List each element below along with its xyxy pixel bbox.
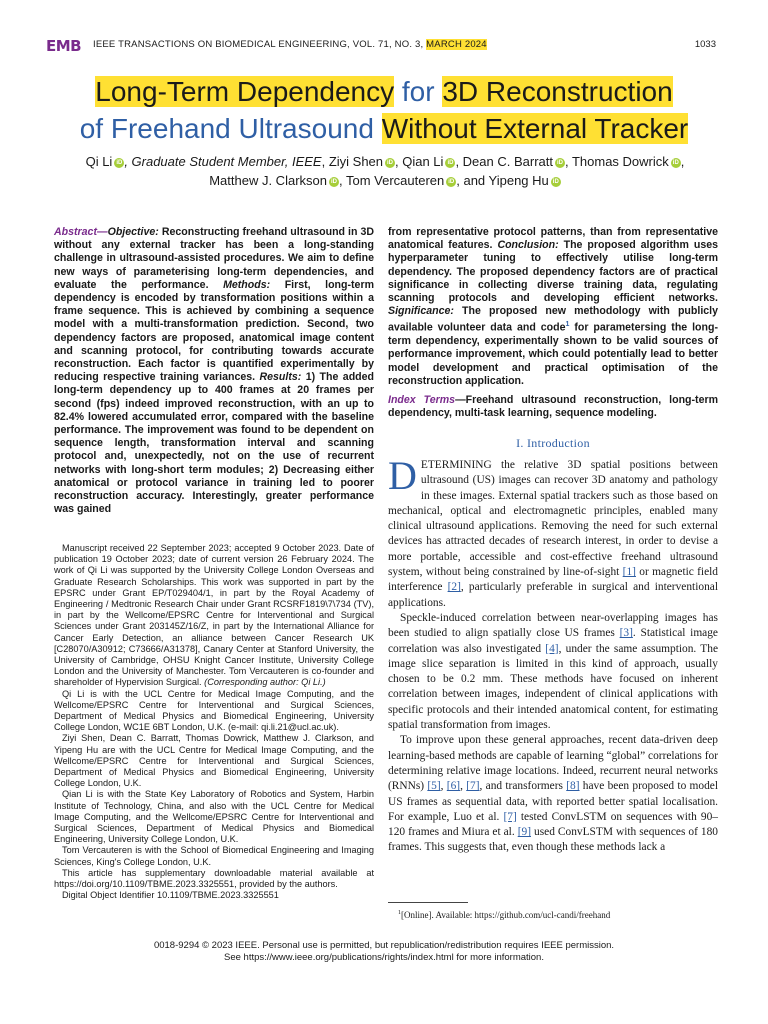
significance-text-end: for parametersing the long-term dependency, experimentally shown to be valid sources of performance improvement, which could potentially lead to better model development and practical optimisation of the reconstruction application. bbox=[388, 321, 718, 387]
copyright-notice bbox=[40, 940, 728, 964]
author-name: Qi Li bbox=[85, 154, 113, 169]
significance-text: The proposed new methodology with publicly available volunteer data and code bbox=[388, 305, 718, 334]
footnote-mark[interactable]: 1 bbox=[565, 321, 570, 329]
intro-text: , and transformers bbox=[479, 780, 567, 793]
running-header bbox=[46, 38, 716, 56]
intro-text: , bbox=[440, 780, 447, 793]
intro-text: have been proposed to model US frames as sequential data, with reported better spatial localisation. For example, Luo et al. bbox=[388, 780, 719, 823]
note-paragraph bbox=[54, 543, 374, 689]
citation-link[interactable]: [5] bbox=[427, 780, 441, 793]
author-name: , Ziyi Shen bbox=[321, 154, 384, 169]
title-part: Long-Term Dependency bbox=[95, 76, 395, 107]
abstract-right bbox=[388, 226, 718, 388]
emb-logo: EMB bbox=[46, 37, 82, 55]
intro-text: used ConvLSTM with sequences of 180 frames. This suggests that, even though these methods lack a bbox=[388, 826, 718, 854]
author-name: , Dean C. Barratt bbox=[455, 154, 553, 169]
footnote-number: 1 bbox=[398, 910, 401, 916]
orcid-icon[interactable]: iD bbox=[116, 160, 123, 166]
note-paragraph: Ziyi Shen, Dean C. Barratt, Thomas Dowrick, Matthew J. Clarkson, and Yipeng Hu are with the UCL Centre for Medical Image Computing, and the Wellcome/EPSRC Centre for Interventional and Surgical Sciences, Department of Medical Physics and Biomedical Engineering, University College London, U.K. bbox=[54, 733, 374, 789]
note-paragraph: Tom Vercauteren is with the School of Biomedical Engineering and Imaging Sciences, King's College London, U.K. bbox=[54, 845, 374, 867]
note-text: Manuscript received 22 September 2023; accepted 9 October 2023. Date of publication 19 October 2023; date of current version 26 February 2024. The work of Qi Li was supported by the University College London Overseas and Graduate Research Scholarships. This work was supported in part by the EPSRC under Grant EP/T029404/1, in part by the Royal Academy of Engineering / Medtronic Research Chair under Grant RCSRF1819\7\734 (TV), in part by the Wellcome/EPSRC Centre for Interventional and Surgical Sciences under Grant 203145Z/16/Z, in part by the International Alliance for Cancer Early Detection, an alliance between Cancer Research UK [C28070/A30912; C73666/A31378], Canary Center at Stanford University, the University of Cambridge, OHSU Knight Cancer Institute, University College London and the University of Manchester. Tom Vercauteren is co-founder and shareholder of Hypervision Surgical. bbox=[54, 543, 374, 688]
citation-link[interactable]: [8] bbox=[566, 780, 580, 793]
footnote-divider bbox=[388, 902, 468, 903]
significance-label: Significance: bbox=[388, 305, 454, 318]
corresponding-author: (Corresponding author: Qi Li.) bbox=[204, 677, 326, 688]
citation-link[interactable]: [4] bbox=[545, 642, 559, 655]
index-terms: Index Terms—Freehand ultrasound reconstruction, long-term dependency, multi-task learning, sequence modeling. bbox=[388, 394, 718, 420]
abstract-label: Abstract bbox=[54, 226, 97, 238]
title-part: Without External Tracker bbox=[381, 113, 689, 144]
manuscript-notes bbox=[54, 543, 374, 902]
note-paragraph: Qian Li is with the State Key Laboratory of Robotics and System, Harbin Institute of Technology, China, and also with the UCL Centre for Medical Image Computing, and the Wellcome/EPSRC Centre for Interventional and Surgical Sciences, Department of Medical Physics and Biomedical Engineering, University College London, U.K. bbox=[54, 789, 374, 845]
intro-paragraph bbox=[388, 733, 718, 855]
orcid-icon[interactable]: iD bbox=[330, 179, 337, 185]
intro-text: the relative 3D spatial positions between ultrasound (US) images can recover 3D anatomy and pathology in these images. External spatial trackers such as those based on mechanical, optical and electromagnetic principles, enabled many clinical ultrasound applications. Removing the need for such external devices has attracted decades of research interest, in order to devise a more portable, accessible and cost-effective freehand ultrasound system, without being constrained by line-of-sight bbox=[388, 459, 718, 579]
orcid-icon[interactable]: iD bbox=[448, 179, 455, 185]
title-part: for bbox=[394, 76, 443, 107]
author-name: , and Yipeng Hu bbox=[456, 173, 549, 188]
citation-link[interactable]: [7] bbox=[466, 780, 480, 793]
intro-text: To improve upon these general approaches, recent data-driven deep learning-based methods are capable of learning “global” correlations for determining relative image locations. Indeed, recurrent neural networks (RNNs) bbox=[388, 734, 718, 793]
author-role: , Graduate Student Member, IEEE bbox=[124, 154, 322, 169]
intro-text: . Statistical image correlation was also investigated bbox=[388, 627, 718, 655]
author-name: Matthew J. Clarkson bbox=[209, 173, 327, 188]
objective-label: Objective: bbox=[107, 226, 159, 238]
issue-date: MARCH 2024 bbox=[426, 39, 487, 50]
journal-name: IEEE TRANSACTIONS ON BIOMEDICAL ENGINEERING, VOL. 71, NO. 3, bbox=[93, 39, 427, 50]
journal-citation bbox=[93, 39, 487, 50]
citation-link[interactable]: [1] bbox=[622, 566, 636, 579]
page-number: 1033 bbox=[694, 39, 716, 50]
intro-text: , particularly preferable in surgical and interventional applications. bbox=[388, 581, 718, 609]
lead-word: ETERMINING bbox=[420, 459, 492, 471]
author-name: , Qian Li bbox=[395, 154, 444, 169]
results-label: Results: bbox=[259, 371, 302, 384]
copyright-line: 0018-9294 © 2023 IEEE. Personal use is permitted, but republication/redistribution requires IEEE permission. bbox=[153, 940, 615, 951]
rights-link[interactable]: See https://www.ieee.org/publications/rights/index.html for more information. bbox=[224, 952, 544, 963]
intro-text: Speckle-induced correlation between near-overlapping images has been studied to align spatially close US frames bbox=[388, 611, 718, 640]
orcid-icon[interactable]: iD bbox=[672, 160, 679, 166]
citation-link[interactable]: [3] bbox=[619, 627, 633, 640]
title-part: 3D Reconstruction bbox=[442, 76, 673, 107]
orcid-icon[interactable]: iD bbox=[552, 179, 559, 185]
citation-link[interactable]: [6] bbox=[446, 780, 461, 793]
methods-label: Methods: bbox=[223, 278, 271, 291]
orcid-icon[interactable]: iD bbox=[556, 160, 563, 166]
intro-paragraph bbox=[388, 453, 719, 611]
conclusion-label: Conclusion: bbox=[497, 239, 559, 252]
index-terms-text: Freehand ultrasound reconstruction, long-term dependency, multi-task learning, sequence modeling. bbox=[388, 394, 718, 420]
citation-link[interactable]: [7] bbox=[503, 810, 517, 823]
orcid-icon[interactable]: iD bbox=[447, 160, 454, 166]
footnote-text[interactable]: [Online]. Available: https://github.com/ucl-candi/freehand bbox=[401, 910, 611, 920]
author-name: , Thomas Dowrick bbox=[564, 154, 669, 169]
abstract-continued: from representative protocol patterns, than from representative anatomical features. bbox=[388, 226, 718, 252]
citation-link[interactable]: [2] bbox=[447, 581, 461, 594]
doi-line: Digital Object Identifier 10.1109/TBME.2023.3325551 bbox=[62, 890, 279, 901]
title-part: of Freehand Ultrasound bbox=[79, 113, 382, 144]
note-paragraph: This article has supplementary downloadable material available at https://doi.org/10.1109/TBME.2023.3325551, provided by the authors. bbox=[54, 867, 374, 890]
footnote bbox=[398, 910, 718, 920]
drop-cap: D bbox=[388, 453, 417, 498]
citation-link[interactable]: [9] bbox=[517, 826, 531, 839]
orcid-icon[interactable]: iD bbox=[387, 160, 394, 166]
intro-text: tested ConvLSTM on sequences with 90–120 frames and Miura et al. bbox=[388, 810, 718, 839]
intro-text: or magnetic field interference bbox=[388, 566, 719, 594]
paper-title bbox=[30, 73, 738, 147]
conclusion-text: The proposed algorithm uses hyperparameter tuning to effectively utilise long-term dependency. The proposed dependency factors are of practical significance in collecting diverse training data, regulating scanning protocols and developing efficient networks. bbox=[388, 239, 719, 305]
abstract-left: Abstract—Objective: Reconstructing freehand ultrasound in 3D without any external tracker has been a long-standing challenge in ultrasound-assisted procedures. We aim to define new ways of parameterising long-term dependencies, and evaluate the performance. Methods: First, long-term dependency is encoded by transformation positions within a frame sequence. This is achieved by combining a sequence model with a multi-transformation prediction. Second, two dependency factors are proposed, anatomical image content and scanning protocol, for contributing towards accurate reconstruction. Each factor is quantified experimentally by reducing respective training variances. Results: 1) The added long-term dependency up to 400 frames at 20 frames per second (fps) indeed improved reconstruction, with an up to 82.4% lowered accumulated error, compared with the baseline performance. The improvement was found to be dependent on sequence length, transformation interval and scanning protocol and, unexpectedly, not on the use of recurrent networks with long-short term modules; 2) Decreasing either anatomical or protocol variance in training led to poorer reconstruction accuracy. Interestingly, greater performance was gained bbox=[54, 226, 374, 516]
methods-text: First, long-term dependency is encoded by transformation positions within a frame sequence. This is achieved by combining a sequence model with a multi-transformation prediction. Second, two dependency factors are proposed, anatomical image content and scanning protocol, for contributing towards accurate reconstruction. Each factor is quantified experimentally by reducing respective training variances. bbox=[54, 278, 374, 384]
note-paragraph: Qi Li is with the UCL Centre for Medical Image Computing, and the Wellcome/EPSRC Centre for Interventional and Surgical Sciences, Department of Medical Physics and Biomedical Engineering, University College London, WC1E 6BT London, U.K. (e-mail: qi.li.21@ucl.ac.uk). bbox=[54, 688, 374, 733]
results-text: 1) The added long-term dependency up to 400 frames at 20 frames per second (fps) indeed improved reconstruction, with an up to 82.4% lowered accumulated error, compared with the baseline performance. The improvement was found to be dependent on sequence length, transformation interval and scanning protocol and, unexpectedly, not on the use of recurrent networks with long-short term modules; 2) Decreasing either anatomical or protocol variance in training led to poorer reconstruction accuracy. Interestingly, greater performance was gained bbox=[54, 371, 374, 516]
author-name: , Tom Vercauteren bbox=[338, 173, 445, 188]
intro-paragraph bbox=[388, 611, 718, 733]
intro-text: , bbox=[460, 780, 467, 793]
author-list: Qi Li iD , Graduate Student Member, IEEE, Ziyi Shen iD , Qian Li iD , Dean C. Barratt iD , Thomas Dowrick iD , Matthew J. Clarkson iD , Tom Vercauteren iD , and Yipeng Hu iD bbox=[85, 154, 685, 188]
section-heading: I. Introduction bbox=[516, 436, 590, 450]
intro-text: , under the same assumption. The image slice separation is limited in this kind of approach, usually chosen to be 0.2 mm. These methods have focused on inherent correlation between images, independent of clinical applications with specific protocols and their intended anatomical content, for estimating spatial transformation from images. bbox=[388, 642, 718, 732]
index-terms-label: Index Terms bbox=[388, 394, 456, 406]
objective-text: Reconstructing freehand ultrasound in 3D without any external tracker has been a long-standing challenge in ultrasound-assisted procedures. We aim to define new ways of parameterising long-term dependencies, and evaluate the performance. bbox=[54, 226, 374, 291]
intro-body bbox=[388, 453, 719, 856]
